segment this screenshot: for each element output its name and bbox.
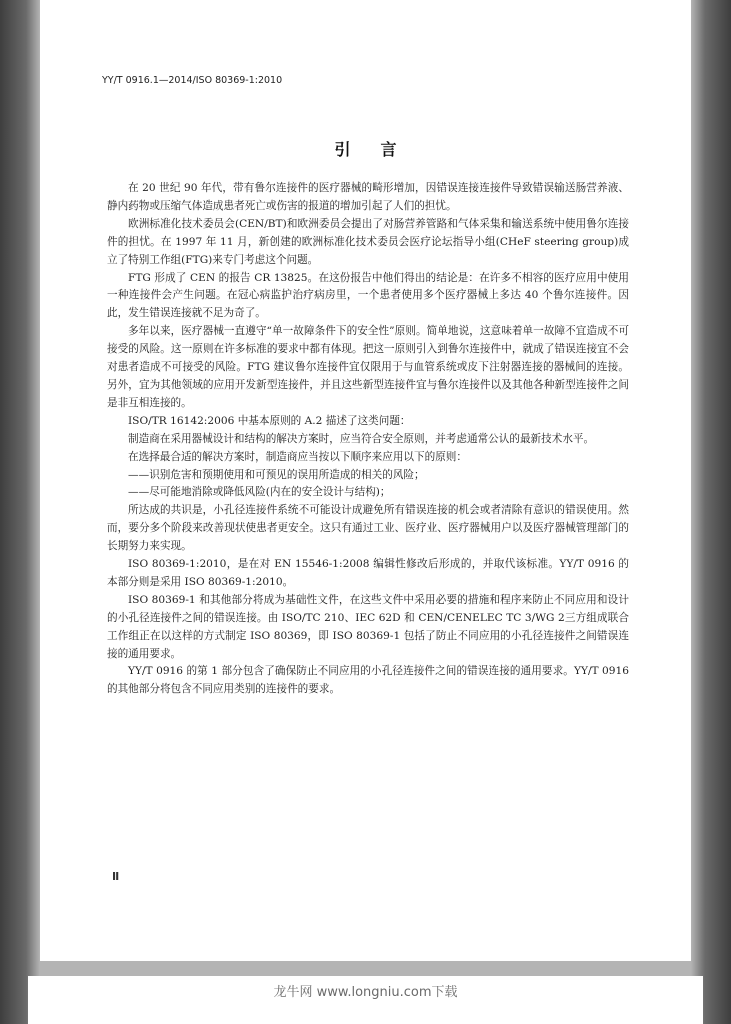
body-text [107, 180, 629, 699]
paragraph: ISO 80369-1 和其他部分将成为基础性文件，在这些文件中采用必要的措施和程序来防止不同应用和设计的小孔径连接件之间的错误连接。由 ISO/TC 210、IEC 62D 和 CEN/CENELEC TC 3/WG 2三方组成联合工作组正在以这样的方式制定 ISO 80369，即 ISO 80369-1 包括了防止不同应用的小孔径连接件之间错误连接的通用要求。 [107, 593, 629, 660]
footer-watermark-bar [28, 976, 703, 1024]
paragraph: 制造商在采用器械设计和结构的解决方案时，应当符合安全原则，并考虑通常公认的最新技术水平。 [128, 432, 595, 445]
paragraph: 所达成的共识是，小孔径连接件系统不可能设计成避免所有错误连接的机会或者清除有意识的错误使用。然而，要分多个阶段来改善现状使患者更安全。这只有通过工业、医疗业、医疗器械用户以及医疗器械管理部门的长期努力来实现。 [107, 504, 629, 553]
document-page [40, 0, 691, 961]
paragraph: 欧洲标准化技术委员会(CEN/BT)和欧洲委员会提出了对肠营养管路和气体采集和输送系统中使用鲁尔连接件的担忧。在 1997 年 11 月，新创建的欧洲标准化技术委员会医疗论坛指导小组(CHeF steering group)成立了特别工作组(FTG)来专门考虑这个问题。 [107, 217, 629, 266]
page-title: 引言 [334, 140, 427, 159]
list-item: ——识别危害和预期使用和可预见的误用所造成的相关的风险； [128, 468, 425, 481]
page-number: Ⅱ [112, 870, 120, 883]
paragraph: FTG 形成了 CEN 的报告 CR 13825。在这份报告中他们得出的结论是：在许多不相容的医疗应用中使用一种连接件会产生问题。在冠心病监护治疗病房里，一个患者使用多个医疗器械上多达 40 个鲁尔连接件。因此，发生错误连接就不足为奇了。 [107, 271, 629, 320]
standard-code-header: YY/T 0916.1—2014/ISO 80369-1:2010 [102, 75, 283, 86]
paragraph: ISO/TR 16142:2006 中基本原则的 A.2 描述了这类问题： [128, 414, 411, 427]
paragraph: 在选择最合适的解决方案时，制造商应当按以下顺序来应用以下的原则： [128, 450, 467, 463]
paragraph: YY/T 0916 的第 1 部分包含了确保防止不同应用的小孔径连接件之间的错误连接的通用要求。YY/T 0916 的其他部分将包含不同应用类别的连接件的要求。 [107, 665, 629, 696]
paragraph: 多年以来，医疗器械一直遵守“单一故障条件下的安全性”原则。简单地说，这意味着单一故障不宜造成不可接受的风险。这一原则在许多标准的要求中都有体现。把这一原则引入到鲁尔连接件中，就成了错误连接宜不会对患者造成不可接受的风险。FTG 建议鲁尔连接件宜仅限用于与血管系统或皮下注射器连接的器械间的连接。另外，宜为其他领域的应用开发新型连接件，并且这些新型连接件宜与鲁尔连接件以及其他各种新型连接件之间是非互相连接的。 [107, 325, 629, 409]
list-item: ——尽可能地消除或降低风险(内在的安全设计与结构)； [128, 486, 391, 499]
watermark-text: 龙牛网 www.longniu.com下载 [273, 985, 458, 1000]
paragraph: ISO 80369-1:2010，是在对 EN 15546-1:2008 编辑性修改后形成的，并取代该标准。YY/T 0916 的本部分则是采用 ISO 80369-1:2010。 [107, 558, 629, 588]
paragraph: 在 20 世纪 90 年代，带有鲁尔连接件的医疗器械的畸形增加，因错误连接连接件导致错误输送肠营养液、静内药物或压缩气体造成患者死亡或伤害的报道的增加引起了人们的担忧。 [107, 182, 629, 212]
